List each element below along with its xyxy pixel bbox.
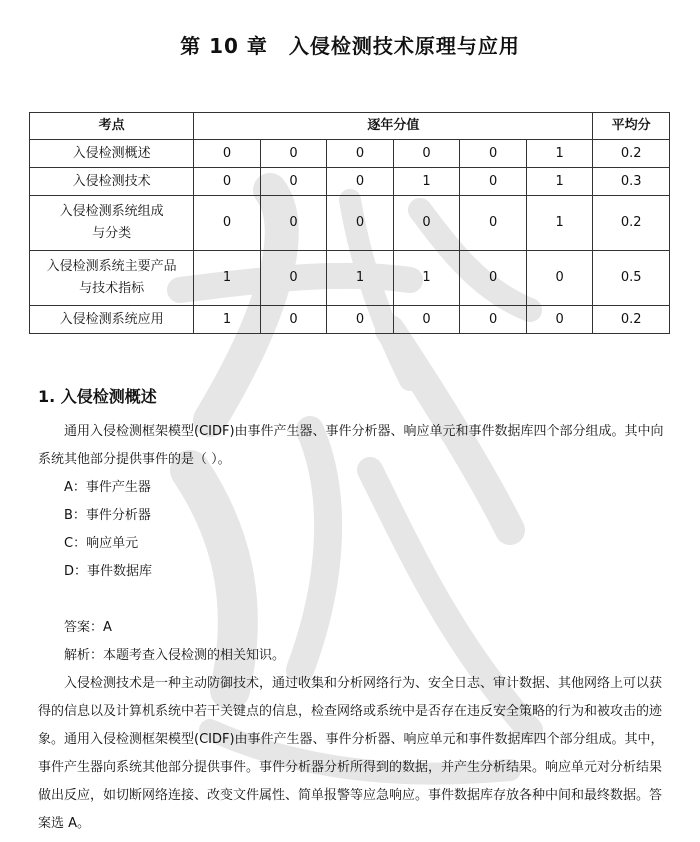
table-header-row (30, 113, 670, 140)
score-cell: 0 (194, 196, 261, 251)
score-cell: 0 (460, 251, 527, 306)
score-cell: 0 (194, 168, 261, 196)
option-b: B：事件分析器 (64, 508, 151, 523)
score-cell: 0 (327, 306, 394, 334)
score-cell: 0 (460, 306, 527, 334)
row-topic: 入侵检测概述 (30, 140, 194, 168)
score-cell: 1 (194, 306, 261, 334)
avg-cell: 0.2 (593, 306, 670, 334)
score-cell: 1 (194, 251, 261, 306)
score-cell: 1 (526, 168, 593, 196)
score-cell: 0 (460, 196, 527, 251)
option-c: C：响应单元 (64, 536, 139, 551)
score-cell: 0 (393, 306, 460, 334)
explanation-text: 入侵检测技术是一种主动防御技术，通过收集和分析网络行为、安全日志、审计数据、其他网络上可以获得的信息以及计算机系统中若干关键点的信息，检查网络或系统中是否存在违反安全策略的行为和被攻击的迹象。通用入侵检测框架模型(CIDF)由事件产生器、事件分析器、响应单元和事件数据库四个部分组成。其中，事件产生器向系统其他部分提供事件。事件分析器分析所得到的数据，并产生分析结果。响应单元对分析结果做出反应，如切断网络连接、改变文件属性、简单报警等应急响应。事件数据库存放各种中间和最终数据。答案选 A。 (38, 676, 664, 831)
score-cell: 1 (526, 196, 593, 251)
table-row (30, 251, 670, 306)
avg-cell: 0.2 (593, 196, 670, 251)
score-cell: 1 (393, 168, 460, 196)
row-topic: 入侵检测系统应用 (30, 306, 194, 334)
table-row (30, 306, 670, 334)
score-cell: 0 (327, 196, 394, 251)
section-heading: 1. 入侵检测概述 (38, 387, 157, 406)
score-cell: 0 (393, 140, 460, 168)
answer-text: 答案：A (64, 620, 112, 635)
score-cell: 0 (526, 306, 593, 334)
score-cell: 0 (260, 168, 327, 196)
table-row (30, 168, 670, 196)
row-topic: 入侵检测系统主要产品 与技术指标 (30, 251, 194, 306)
table-row (30, 196, 670, 251)
score-cell: 0 (260, 306, 327, 334)
table-row (30, 140, 670, 168)
row-topic: 入侵检测系统组成 与分类 (30, 196, 194, 251)
score-cell: 0 (526, 251, 593, 306)
option-a: A：事件产生器 (64, 480, 151, 495)
score-cell: 0 (194, 140, 261, 168)
header-scores: 逐年分值 (194, 113, 593, 140)
section-body (38, 418, 668, 838)
header-avg: 平均分 (593, 113, 670, 140)
avg-cell: 0.2 (593, 140, 670, 168)
avg-cell: 0.3 (593, 168, 670, 196)
spacer (38, 586, 668, 614)
option-d: D：事件数据库 (64, 564, 153, 579)
score-cell: 0 (460, 168, 527, 196)
score-cell: 0 (260, 251, 327, 306)
score-cell: 1 (526, 140, 593, 168)
score-table (29, 112, 670, 334)
header-topic: 考点 (30, 113, 194, 140)
score-cell: 0 (260, 140, 327, 168)
score-cell: 0 (327, 140, 394, 168)
page-title: 第 10 章 入侵检测技术原理与应用 (180, 34, 520, 58)
score-cell: 1 (393, 251, 460, 306)
analysis-text: 解析：本题考查入侵检测的相关知识。 (64, 648, 286, 663)
score-cell: 0 (260, 196, 327, 251)
score-cell: 0 (460, 140, 527, 168)
score-cell: 0 (393, 196, 460, 251)
avg-cell: 0.5 (593, 251, 670, 306)
question-text: 通用入侵检测框架模型(CIDF)由事件产生器、事件分析器、响应单元和事件数据库四个部分组成。其中向系统其他部分提供事件的是（ ）。 (38, 424, 664, 467)
row-topic: 入侵检测技术 (30, 168, 194, 196)
score-cell: 1 (327, 251, 394, 306)
score-cell: 0 (327, 168, 394, 196)
